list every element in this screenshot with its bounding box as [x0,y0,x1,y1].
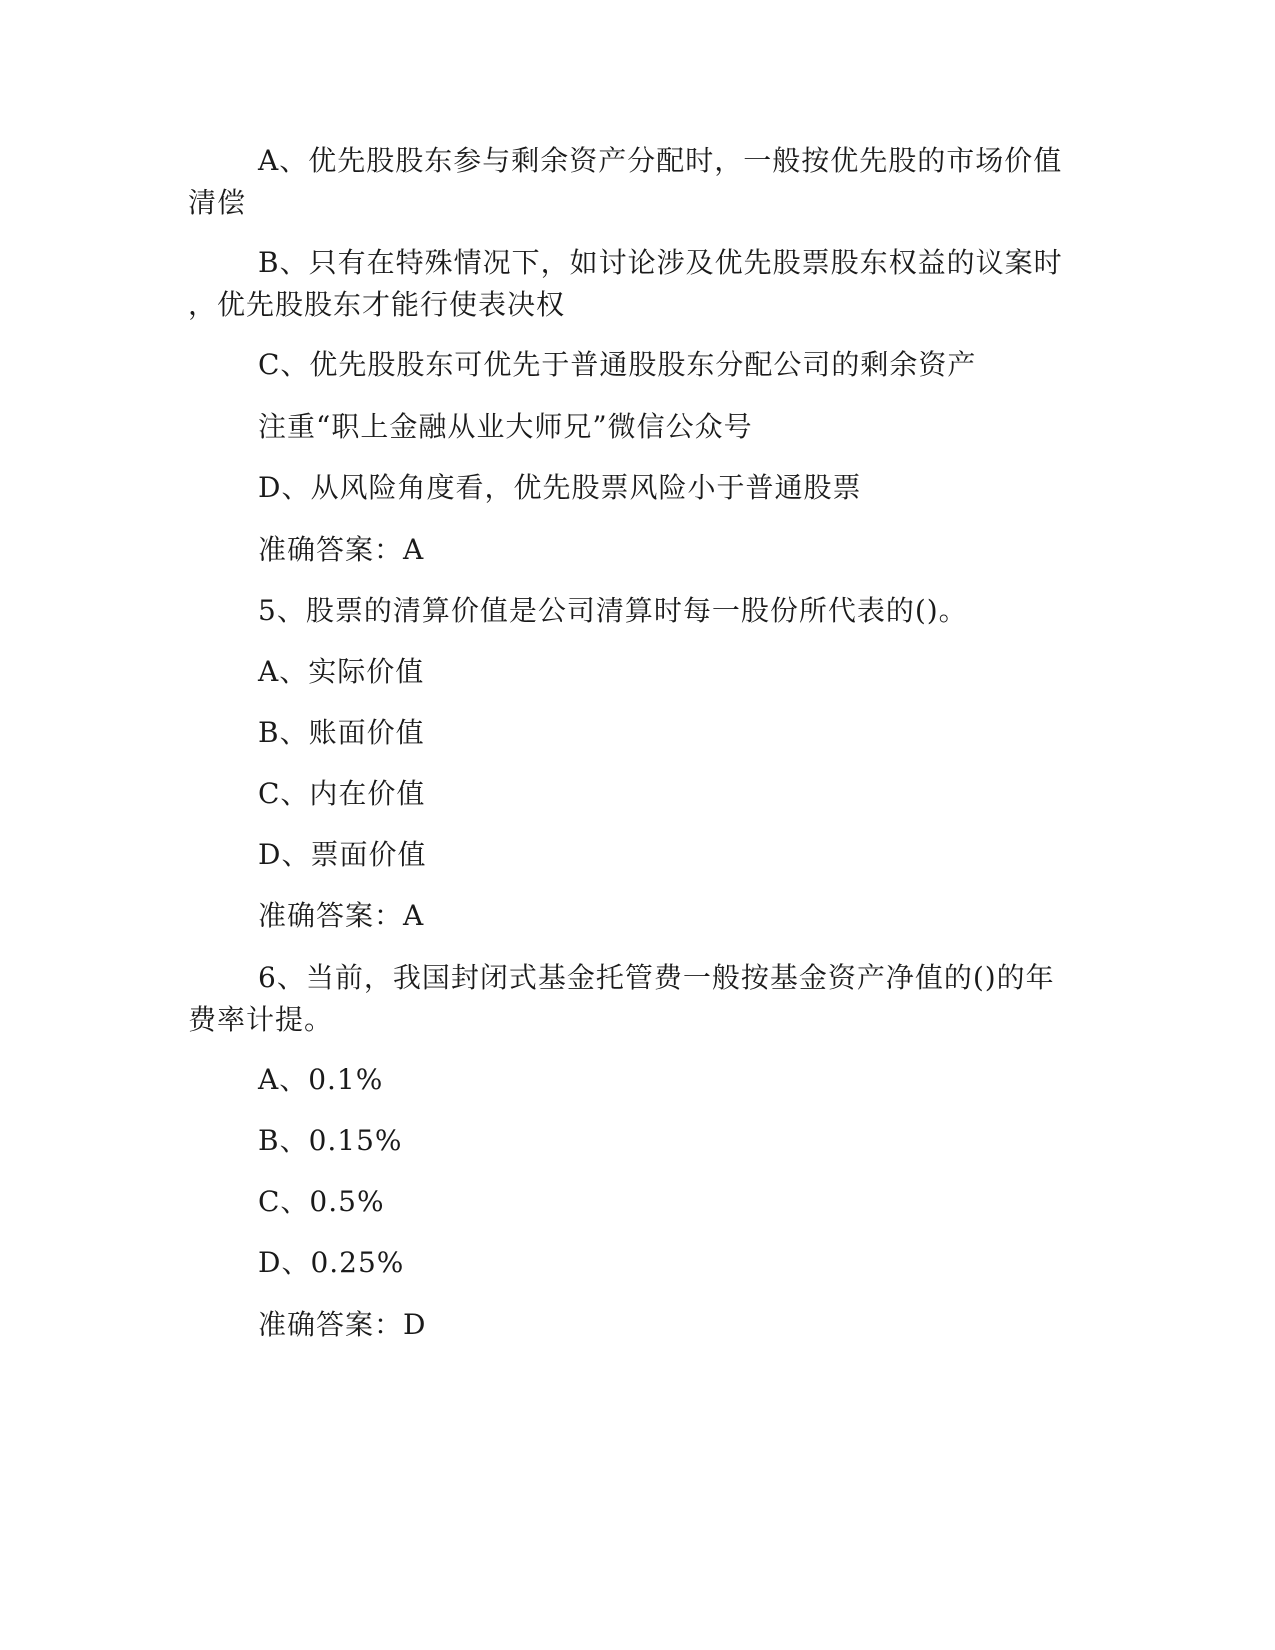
text-line: 5、股票的清算价值是公司清算时每一股份所代表的()。 [258,594,968,627]
text-line: A、实际价值 [258,655,425,688]
option-paragraph [188,1059,1068,1101]
text-line: B、账面价值 [258,716,425,749]
question-paragraph [188,957,1068,1041]
text-line: C、内在价值 [258,777,426,810]
text-line: 费率计提。 [188,1003,334,1036]
option-paragraph [188,773,1068,815]
text-line: 6、当前，我国封闭式基金托管费一般按基金资产净值的()的年 [258,961,1055,994]
option-paragraph [188,651,1068,693]
option-paragraph [188,1181,1068,1223]
option-paragraph [188,712,1068,754]
text-line: D、0.25% [258,1246,405,1279]
option-paragraph [188,1120,1068,1162]
option-paragraph [188,344,1068,386]
text-line: C、优先股股东可优先于普通股股东分配公司的剩余资产 [258,348,977,381]
text-line: 清偿 [188,186,247,219]
answer-paragraph [188,895,1068,937]
text-line: A、优先股股东参与剩余资产分配时，一般按优先股的市场价值 [258,144,1063,177]
text-line: D、从风险角度看，优先股票风险小于普通股票 [258,471,862,504]
text-line: 准确答案：A [258,533,425,566]
text-line: 准确答案：A [258,899,425,932]
text-line: ，优先股股东才能行使表决权 [188,288,566,321]
option-paragraph [188,834,1068,876]
option-paragraph [188,1242,1068,1284]
text-line: C、0.5% [258,1185,385,1218]
text-line: B、0.15% [258,1124,403,1157]
option-paragraph [188,140,1068,224]
answer-paragraph [188,1304,1068,1346]
text-line: B、只有在特殊情况下，如讨论涉及优先股票股东权益的议案时 [258,246,1063,279]
text-line: A、0.1% [258,1063,384,1096]
answer-paragraph [188,529,1068,571]
text-line: 注重“职上金融从业大师兄”微信公众号 [258,410,753,443]
text-line: D、票面价值 [258,838,427,871]
option-paragraph [188,467,1068,509]
text-line: 准确答案：D [258,1308,427,1341]
notice-paragraph [188,406,1068,448]
option-paragraph [188,242,1068,326]
question-paragraph [188,590,1068,632]
